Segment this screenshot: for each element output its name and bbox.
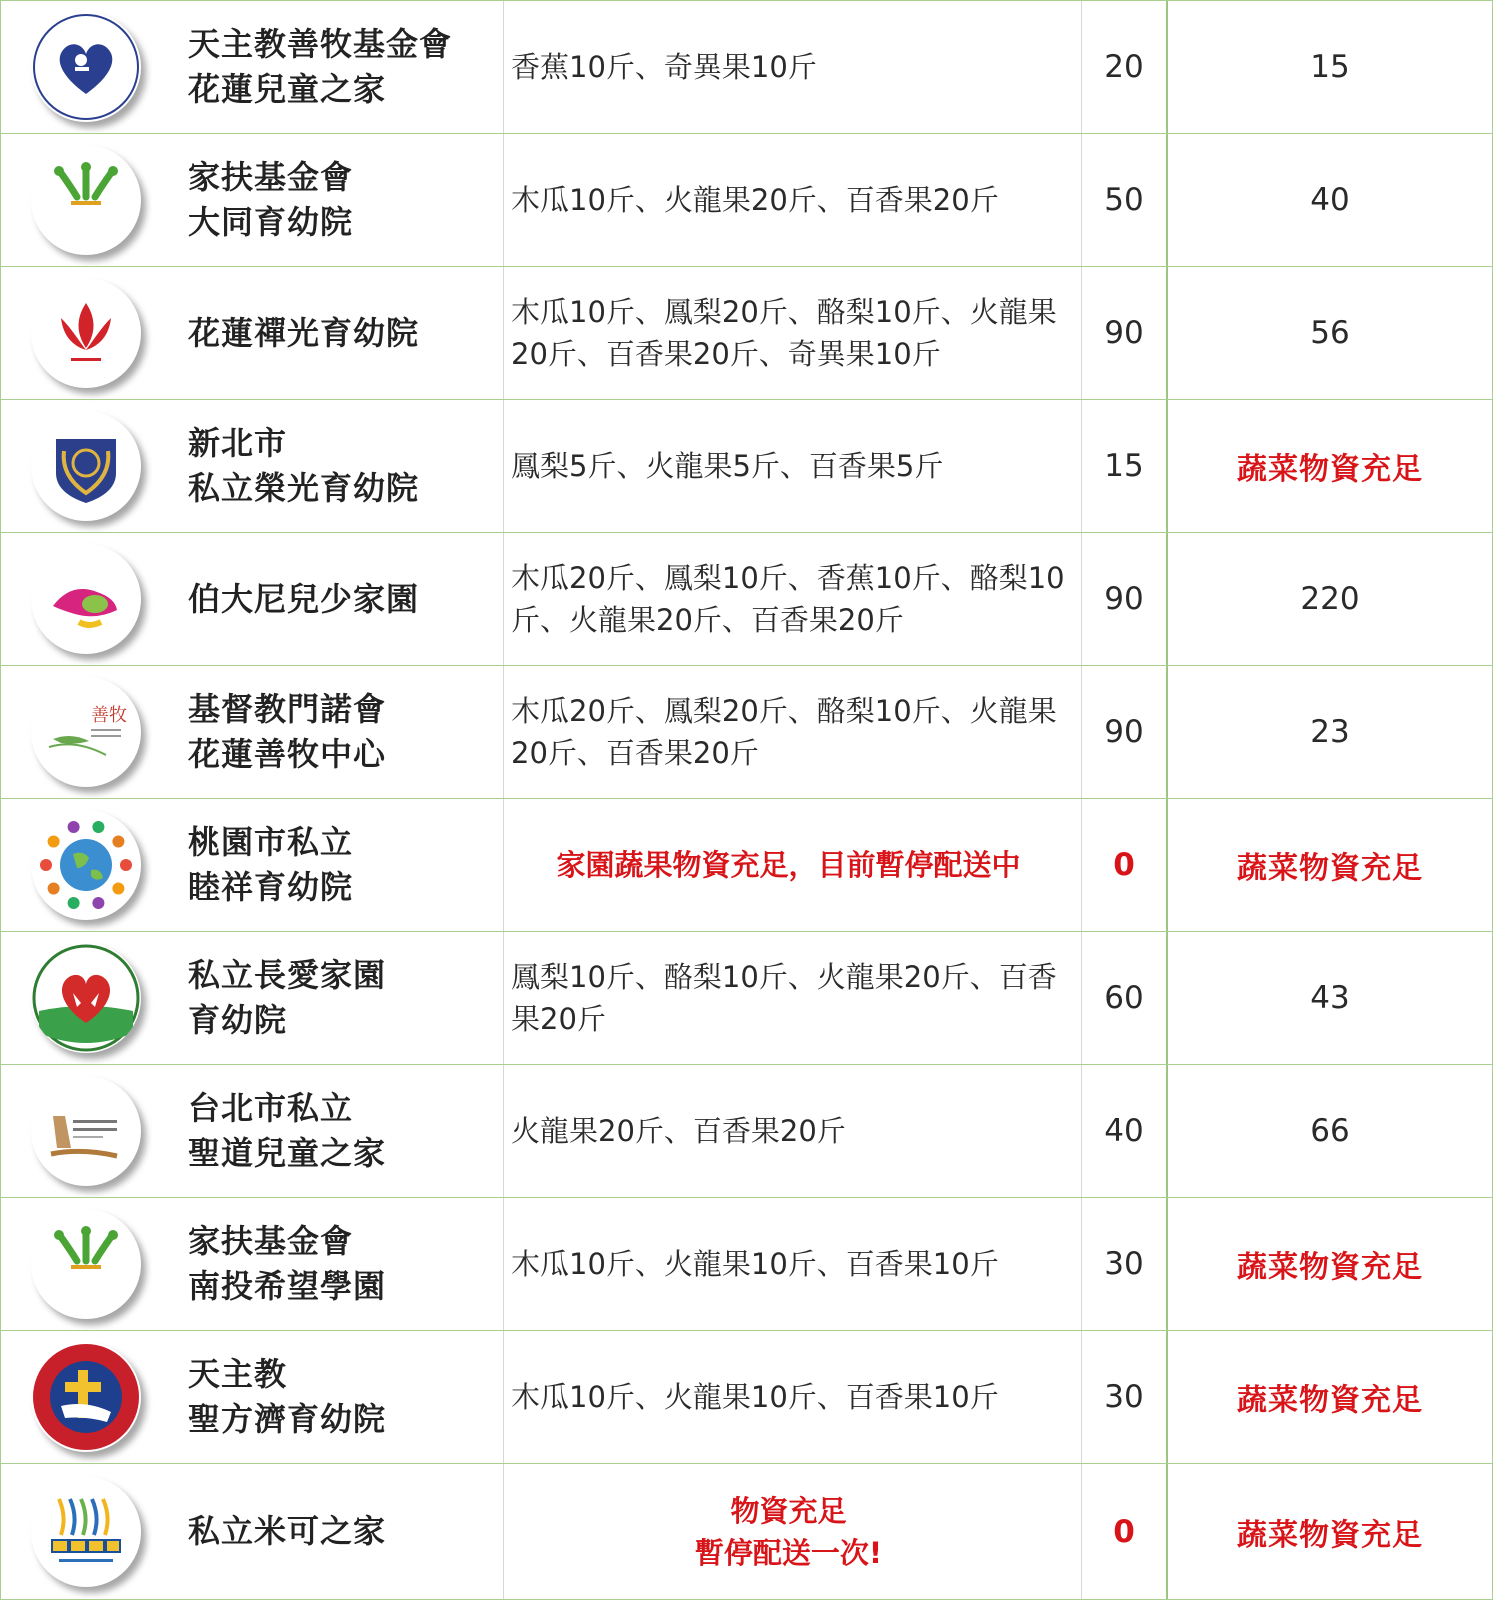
shield-crest-logo-icon xyxy=(31,411,141,521)
good-shepherd-logo-icon xyxy=(31,12,141,122)
table-row xyxy=(0,665,1493,798)
requested-items: 木瓜20斤、鳳梨10斤、香蕉10斤、酪梨10斤、火龍果20斤、百香果20斤 xyxy=(504,533,1082,665)
quantity-value: 20 xyxy=(1082,1,1168,133)
quantity-value: 90 xyxy=(1082,666,1168,798)
stock-value: 43 xyxy=(1168,932,1493,1064)
logo-cell xyxy=(0,267,170,399)
globe-children-logo-icon xyxy=(31,810,141,920)
quantity-value: 90 xyxy=(1082,267,1168,399)
table-row xyxy=(0,266,1493,399)
logo-cell xyxy=(0,134,170,266)
stock-sufficient-notice: 蔬菜物資充足 xyxy=(1168,1331,1493,1463)
table-row xyxy=(0,1330,1493,1463)
dove-logo-icon xyxy=(31,677,141,787)
svg-text:善牧: 善牧 xyxy=(90,705,127,726)
table-row xyxy=(0,133,1493,266)
requested-items: 鳳梨10斤、酪梨10斤、火龍果20斤、百香果20斤 xyxy=(504,932,1082,1064)
miracle-logo-icon xyxy=(31,1477,141,1587)
logo-cell xyxy=(0,932,170,1064)
organization-name: 基督教門諾會 花蓮善牧中心 xyxy=(170,666,504,798)
stock-value: 56 xyxy=(1168,267,1493,399)
organization-name: 伯大尼兒少家園 xyxy=(170,533,504,665)
organization-name: 天主教善牧基金會 花蓮兒童之家 xyxy=(170,1,504,133)
table-row xyxy=(0,1064,1493,1197)
quantity-value: 30 xyxy=(1082,1198,1168,1330)
logo-cell xyxy=(0,1065,170,1197)
logo-cell xyxy=(0,666,170,798)
requested-items: 木瓜10斤、火龍果20斤、百香果20斤 xyxy=(504,134,1082,266)
organization-name: 家扶基金會 南投希望學園 xyxy=(170,1198,504,1330)
items-status-notice: 物資充足 暫停配送一次! xyxy=(504,1464,1082,1599)
logo-cell xyxy=(0,400,170,532)
organization-name: 私立長愛家園 育幼院 xyxy=(170,932,504,1064)
requested-items: 木瓜10斤、火龍果10斤、百香果10斤 xyxy=(504,1198,1082,1330)
cross-seal-logo-icon xyxy=(31,1342,141,1452)
quantity-value: 50 xyxy=(1082,134,1168,266)
stock-value: 220 xyxy=(1168,533,1493,665)
stock-sufficient-notice: 蔬菜物資充足 xyxy=(1168,1198,1493,1330)
heart-logo-icon xyxy=(31,943,141,1053)
stock-value: 40 xyxy=(1168,134,1493,266)
requested-items: 木瓜10斤、鳳梨20斤、酪梨10斤、火龍果20斤、百香果20斤、奇異果10斤 xyxy=(504,267,1082,399)
table-row xyxy=(0,399,1493,532)
organization-name: 花蓮禪光育幼院 xyxy=(170,267,504,399)
logo-cell xyxy=(0,1198,170,1330)
logo-cell xyxy=(0,1,170,133)
quantity-value: 15 xyxy=(1082,400,1168,532)
logo-cell xyxy=(0,1331,170,1463)
stock-sufficient-notice: 蔬菜物資充足 xyxy=(1168,799,1493,931)
bird-logo-icon xyxy=(31,544,141,654)
requested-items: 香蕉10斤、奇異果10斤 xyxy=(504,1,1082,133)
lotus-logo-icon xyxy=(31,278,141,388)
stock-value: 23 xyxy=(1168,666,1493,798)
table-row xyxy=(0,931,1493,1064)
table-row xyxy=(0,0,1493,133)
requested-items: 木瓜20斤、鳳梨20斤、酪梨10斤、火龍果20斤、百香果20斤 xyxy=(504,666,1082,798)
logo-cell xyxy=(0,533,170,665)
organization-name: 桃園市私立 睦祥育幼院 xyxy=(170,799,504,931)
quantity-value: 40 xyxy=(1082,1065,1168,1197)
quantity-value: 60 xyxy=(1082,932,1168,1064)
holy-word-logo-icon xyxy=(31,1076,141,1186)
requested-items: 鳳梨5斤、火龍果5斤、百香果5斤 xyxy=(504,400,1082,532)
quantity-value: 30 xyxy=(1082,1331,1168,1463)
stock-value: 15 xyxy=(1168,1,1493,133)
logo-cell xyxy=(0,799,170,931)
logo-cell xyxy=(0,1464,170,1599)
quantity-value: 90 xyxy=(1082,533,1168,665)
requested-items: 木瓜10斤、火龍果10斤、百香果10斤 xyxy=(504,1331,1082,1463)
organization-name: 台北市私立 聖道兒童之家 xyxy=(170,1065,504,1197)
stock-sufficient-notice: 蔬菜物資充足 xyxy=(1168,1464,1493,1599)
items-status-notice: 家園蔬果物資充足，目前暫停配送中 xyxy=(504,799,1082,931)
stock-value: 66 xyxy=(1168,1065,1493,1197)
quantity-value: 0 xyxy=(1082,1464,1168,1599)
organization-name: 家扶基金會 大同育幼院 xyxy=(170,134,504,266)
family-foundation-logo-icon xyxy=(31,145,141,255)
organization-name: 新北市 私立榮光育幼院 xyxy=(170,400,504,532)
table-row xyxy=(0,1463,1493,1600)
stock-sufficient-notice: 蔬菜物資充足 xyxy=(1168,400,1493,532)
organization-name: 私立米可之家 xyxy=(170,1464,504,1599)
quantity-value: 0 xyxy=(1082,799,1168,931)
table-row xyxy=(0,532,1493,665)
requested-items: 火龍果20斤、百香果20斤 xyxy=(504,1065,1082,1197)
table-row xyxy=(0,798,1493,931)
table-row xyxy=(0,1197,1493,1330)
organization-name: 天主教 聖方濟育幼院 xyxy=(170,1331,504,1463)
family-foundation-logo-icon xyxy=(31,1209,141,1319)
